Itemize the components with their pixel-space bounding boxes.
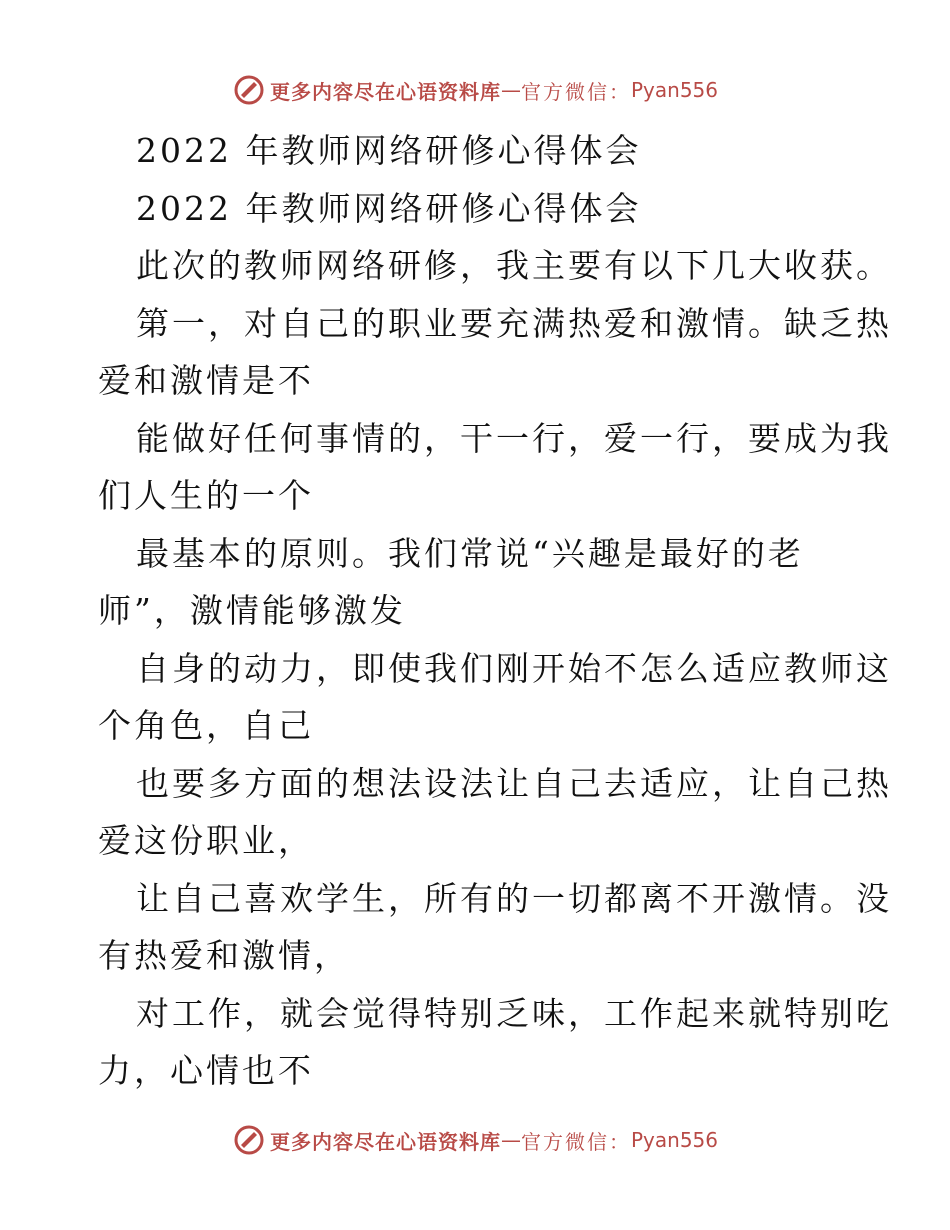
paragraph-line: 力，心情也不 [98, 1051, 314, 1090]
paragraph-line: 对工作，就会觉得特别乏味，工作起来就特别吃 [136, 993, 892, 1033]
header-banner [0, 70, 950, 110]
banner-wechat-id: Pyan556 [630, 78, 718, 102]
banner-separator: — [500, 1128, 521, 1152]
banner-separator: — [500, 78, 521, 102]
document-body [98, 122, 892, 1100]
banner-main-text: 更多内容尽在心语资料库 [269, 79, 501, 104]
paragraph-line: 爱和激情是不 [98, 361, 314, 400]
paragraph-line: 也要多方面的想法设法让自己去适应，让自己热 [136, 763, 892, 803]
document-title: 2022 年教师网络研修心得体会 [136, 131, 642, 170]
paragraph-line: 能做好任何事情的，干一行，爱一行，要成为我 [136, 418, 892, 458]
paragraph-line: 个角色，自己 [98, 706, 314, 745]
document-subtitle: 2022 年教师网络研修心得体会 [136, 188, 642, 228]
paragraph-line: 师”，激情能够激发 [98, 591, 406, 630]
banner-main-text: 更多内容尽在心语资料库 [269, 1129, 501, 1154]
banner-wechat-label: 官方微信： [520, 1129, 631, 1154]
paragraph-line: 自身的动力，即使我们刚开始不怎么适应教师这 [136, 648, 892, 688]
paragraph-line: 爱这份职业， [98, 821, 314, 860]
pen-logo-icon [232, 1123, 266, 1157]
banner-wechat-label: 官方微信： [520, 79, 631, 104]
paragraph-line: 此次的教师网络研修，我主要有以下几大收获。 [136, 246, 892, 285]
paragraph-line: 第一，对自己的职业要充满热爱和激情。缺乏热 [136, 303, 892, 343]
paragraph-line: 让自己喜欢学生，所有的一切都离不开激情。没 [136, 878, 892, 918]
pen-logo-icon [232, 73, 266, 107]
paragraph-line: 最基本的原则。我们常说“兴趣是最好的老 [136, 533, 804, 573]
paragraph-line: 们人生的一个 [98, 476, 314, 515]
banner-wechat-id: Pyan556 [630, 1128, 718, 1152]
paragraph-line: 有热爱和激情， [98, 936, 350, 975]
footer-banner [0, 1120, 950, 1160]
